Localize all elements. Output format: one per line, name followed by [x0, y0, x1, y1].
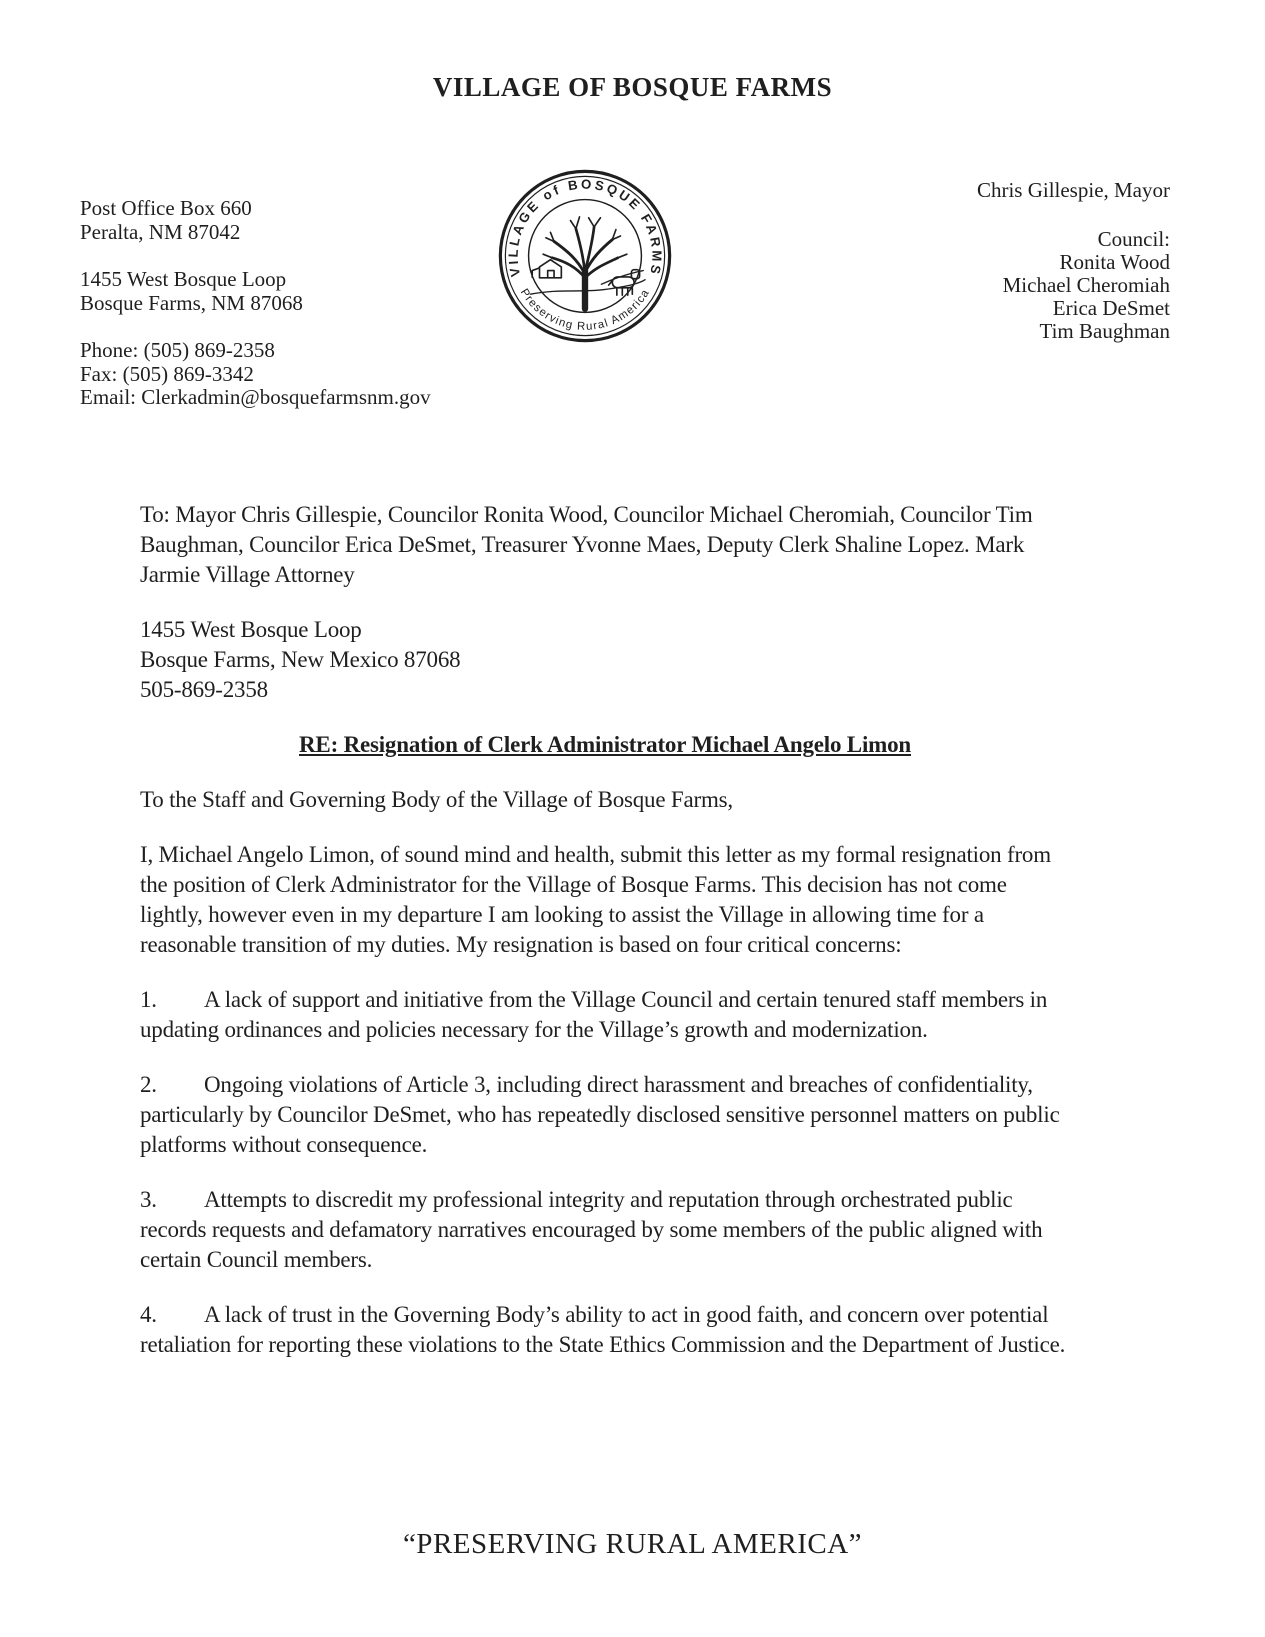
- inside-address: [140, 615, 1070, 705]
- concern-text: Ongoing violations of Article 3, including direct harassment and breaches of confidentiality, particularly by Councilor DeSmet, who has repeatedly disclosed sensitive personnel matters on public platforms without consequence.: [140, 1072, 1060, 1157]
- village-seal: [494, 165, 676, 347]
- seal-cow-icon: [609, 270, 640, 295]
- council-member: Erica DeSmet: [1052, 296, 1170, 320]
- fax-line: Fax: (505) 869-3342: [80, 361, 254, 386]
- concern-number: 3.: [140, 1187, 157, 1212]
- phone-line: Phone: (505) 869-2358: [80, 338, 275, 362]
- council-member: Tim Baughman: [1039, 319, 1170, 343]
- concern-number: 4.: [140, 1302, 157, 1327]
- village-seal-graphic: [494, 165, 676, 347]
- email-line: Email: Clerkadmin@bosquefarmsnm.gov: [80, 385, 431, 409]
- recipients-paragraph: To: Mayor Chris Gillespie, Councilor Ronita Wood, Councilor Michael Cheromiah, Councilor Tim Baughman, Councilor Erica DeSmet, Treasurer Yvonne Maes, Deputy Clerk Shaline Lopez. Mark Jarmie Village Attorney: [140, 502, 1033, 587]
- subject-line: RE: Resignation of Clerk Administrator Michael Angelo Limon: [299, 732, 911, 757]
- street-line: 1455 West Bosque Loop: [80, 267, 287, 291]
- footer-motto: “PRESERVING RURAL AMERICA”: [402, 1528, 863, 1560]
- letter-body: [140, 500, 1070, 1385]
- letterhead-address-block: [80, 197, 431, 434]
- concern-text: A lack of support and initiative from the Village Council and certain tenured staff members in updating ordinances and policies necessary for the Village’s growth and modernization.: [140, 987, 1048, 1042]
- seal-top-text: VILLAGE of BOSQUE FARMS: [505, 176, 665, 279]
- letterhead-officials-block: [977, 179, 1170, 343]
- address-line: Bosque Farms, New Mexico 87068: [140, 647, 461, 672]
- letterhead-title: VILLAGE OF BOSQUE FARMS: [432, 72, 833, 102]
- po-box-line: Post Office Box 660: [80, 196, 252, 220]
- seal-bottom-text: Preserving Rural America: [517, 286, 653, 333]
- concern-item: [140, 985, 1070, 1045]
- address-line: 505-869-2358: [140, 677, 268, 702]
- po-city-line: Peralta, NM 87042: [80, 219, 241, 244]
- address-line: 1455 West Bosque Loop: [140, 617, 362, 642]
- concern-item: [140, 1300, 1070, 1360]
- salutation-line: To the Staff and Governing Body of the Village of Bosque Farms,: [140, 787, 733, 812]
- mayor-line: Chris Gillespie, Mayor: [976, 178, 1170, 202]
- street-city-line: Bosque Farms, NM 87068: [80, 290, 303, 315]
- concern-text: Attempts to discredit my professional integrity and reputation through orchestrated public records requests and defamatory narratives encouraged by some members of the public aligned with certain Council members.: [140, 1187, 1043, 1272]
- intro-paragraph: I, Michael Angelo Limon, of sound mind and health, submit this letter as my formal resignation from the position of Clerk Administrator for the Village of Bosque Farms. This decision has not come lightly, however even in my departure I am looking to assist the Village in allowing time for a reasonable transition of my duties. My resignation is based on four critical concerns:: [140, 842, 1051, 957]
- council-member: Ronita Wood: [1059, 250, 1170, 274]
- council-label: Council:: [1097, 227, 1170, 251]
- council-member: Michael Cheromiah: [1002, 273, 1170, 297]
- concern-text: A lack of trust in the Governing Body’s ability to act in good faith, and concern over potential retaliation for reporting these violations to the State Ethics Commission and the Department of Justice.: [140, 1302, 1066, 1357]
- concern-number: 1.: [140, 987, 157, 1012]
- seal-house-icon: [532, 260, 561, 278]
- concern-item: [140, 1070, 1070, 1160]
- concern-number: 2.: [140, 1072, 157, 1097]
- concern-item: [140, 1185, 1070, 1275]
